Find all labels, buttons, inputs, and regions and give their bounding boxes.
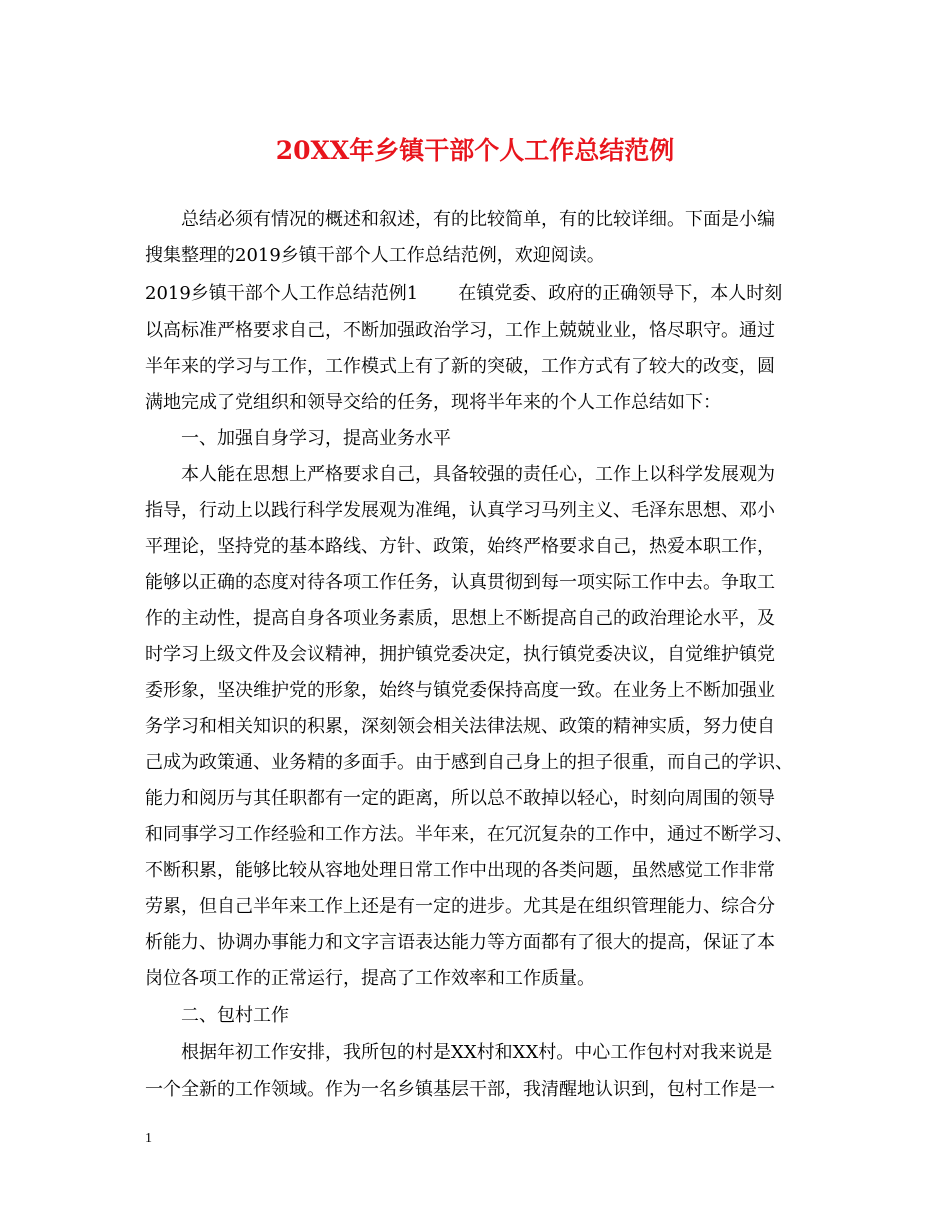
section-heading: 一、加强自身学习，提高业务水平 <box>181 428 451 449</box>
paragraph-line: 一个全新的工作领域。作为一名乡镇基层干部，我清醒地认识到，包村工作是一 <box>145 1079 775 1100</box>
paragraph-line <box>145 281 815 307</box>
paragraph-text: 在镇党委、政府的正确领导下，本人时刻 <box>458 283 783 304</box>
paragraph-line: 搜集整理的2019乡镇干部个人工作总结范例，欢迎阅读。 <box>145 245 605 266</box>
example-heading: 2019乡镇干部个人工作总结范例1 <box>145 283 419 304</box>
paragraph-line: 根据年初工作安排，我所包的村是XX村和XX村。中心工作包村对我来说是 <box>181 1042 773 1063</box>
paragraph-line: 本人能在思想上严格要求自己，具备较强的责任心，工作上以科学发展观为 <box>181 464 775 485</box>
paragraph-line: 时学习上级文件及会议精神，拥护镇党委决定，执行镇党委决议，自觉维护镇党 <box>145 644 775 665</box>
paragraph-line: 岗位各项工作的正常运行，提高了工作效率和工作质量。 <box>145 968 595 989</box>
paragraph-line: 满地完成了党组织和领导交给的任务，现将半年来的个人工作总结如下： <box>145 392 721 413</box>
section-heading: 二、包村工作 <box>181 1005 289 1026</box>
paragraph-line: 作的主动性，提高自身各项业务素质，思想上不断提高自己的政治理论水平，及 <box>145 608 775 629</box>
paragraph-line: 能够以正确的态度对待各项工作任务，认真贯彻到每一项实际工作中去。争取工 <box>145 572 775 593</box>
paragraph-line: 平理论，坚持党的基本路线、方针、政策，始终严格要求自己，热爱本职工作， <box>145 536 775 557</box>
paragraph-line: 以高标准严格要求自己，不断加强政治学习，工作上兢兢业业，恪尽职守。通过 <box>145 320 775 341</box>
paragraph-line: 能力和阅历与其任职都有一定的距离，所以总不敢掉以轻心，时刻向周围的领导 <box>145 788 775 809</box>
paragraph-line: 劳累，但自己半年来工作上还是有一定的进步。尤其是在组织管理能力、综合分 <box>145 896 775 917</box>
paragraph-line: 半年来的学习与工作，工作模式上有了新的突破，工作方式有了较大的改变，圆 <box>145 356 775 377</box>
paragraph-line: 指导，行动上以践行科学发展观为准绳，认真学习马列主义、毛泽东思想、邓小 <box>145 500 775 521</box>
paragraph-line: 总结必须有情况的概述和叙述，有的比较简单，有的比较详细。下面是小编 <box>181 209 775 230</box>
paragraph-line: 和同事学习工作经验和工作方法。半年来，在冗沉复杂的工作中，通过不断学习、 <box>145 824 793 845</box>
page-number: 1 <box>145 1131 152 1146</box>
paragraph-line: 不断积累，能够比较从容地处理日常工作中出现的各类问题，虽然感觉工作非常 <box>145 860 775 881</box>
paragraph-line: 己成为政策通、业务精的多面手。由于感到自己身上的担子很重，而自己的学识、 <box>145 752 793 773</box>
paragraph-line: 析能力、协调办事能力和文字言语表达能力等方面都有了很大的提高，保证了本 <box>145 932 775 953</box>
paragraph-line: 务学习和相关知识的积累，深刻领会相关法律法规、政策的精神实质，努力使自 <box>145 716 775 737</box>
document-title: 20XX年乡镇干部个人工作总结范例 <box>275 136 675 165</box>
paragraph-line: 委形象，坚决维护党的形象，始终与镇党委保持高度一致。在业务上不断加强业 <box>145 680 775 701</box>
